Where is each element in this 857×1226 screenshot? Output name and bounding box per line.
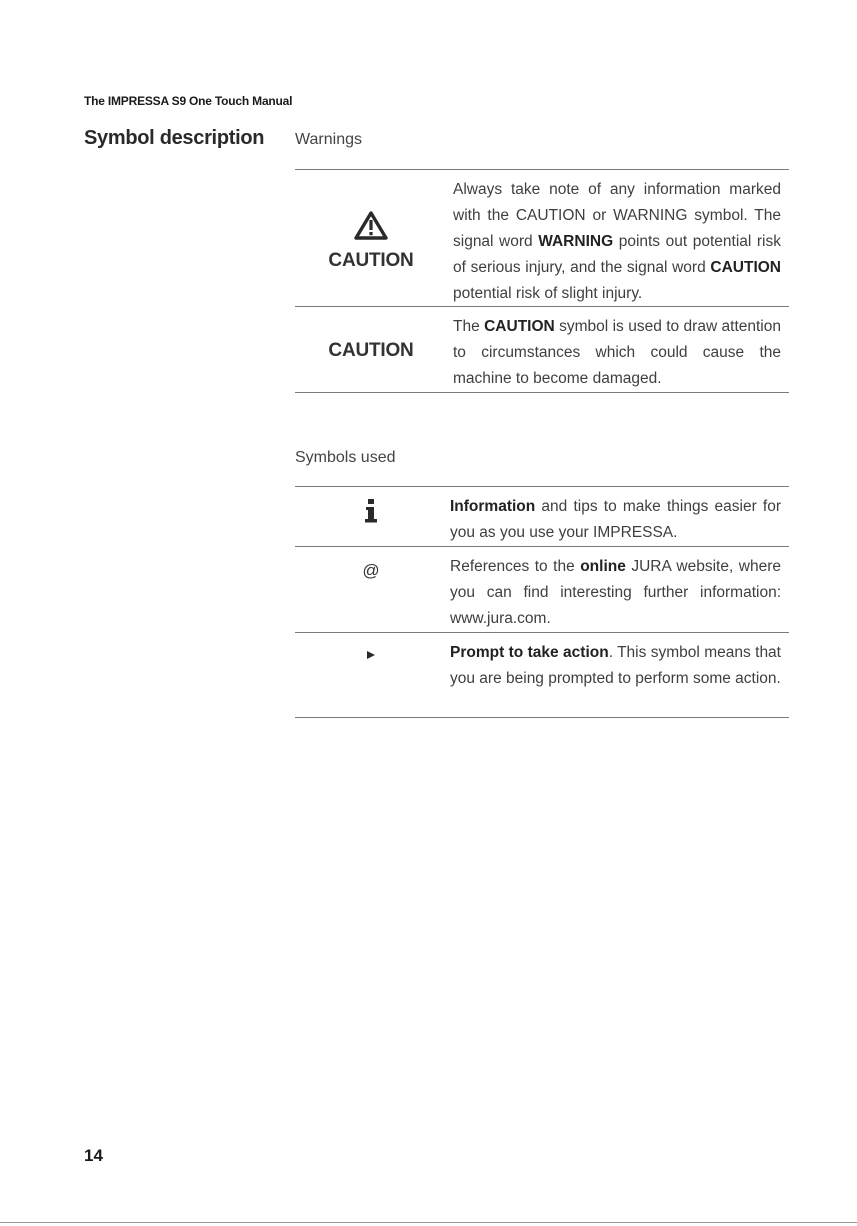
caution-label: CAUTION xyxy=(328,250,414,271)
emphasis-text: Prompt to take action xyxy=(450,644,609,661)
at-sign-icon: @ xyxy=(362,561,380,580)
bottom-rule xyxy=(0,1222,857,1223)
emphasis-text: online xyxy=(580,558,626,575)
body-text: JURA website, where you can find interesting further information: www.jura.com. xyxy=(450,558,781,627)
body-text: potential risk of slight injury. xyxy=(453,285,643,302)
body-text: . This symbol means that you are being prompted to perform some action. xyxy=(450,644,781,687)
warnings-table xyxy=(295,169,789,393)
body-text: References to the xyxy=(450,558,581,575)
row-description xyxy=(447,487,789,546)
section-title: Symbol description xyxy=(84,127,265,149)
row-description xyxy=(447,633,789,717)
warnings-heading: Warnings xyxy=(295,131,362,148)
table-row xyxy=(295,487,789,547)
body-text: and tips to make things easier for you as you use your IMPRESSA. xyxy=(450,498,781,541)
emphasis-text: CAUTION xyxy=(710,259,781,276)
emphasis-text: Information xyxy=(450,498,536,515)
symbols-table xyxy=(295,486,789,718)
page-number: 14 xyxy=(84,1146,103,1165)
body-text: points out potential risk of serious injury, and the signal word xyxy=(453,233,781,276)
table-row xyxy=(295,547,789,633)
body-text: Always take note of any information marked with the CAUTION or WARNING symbol. The signal word xyxy=(453,181,781,250)
table-row xyxy=(295,633,789,718)
emphasis-text: CAUTION xyxy=(484,318,555,335)
row-description xyxy=(447,170,789,306)
body-text: The xyxy=(453,318,485,335)
body-text: symbol is used to draw attention to circumstances which could cause the machine to become damaged. xyxy=(453,318,781,387)
information-icon xyxy=(364,499,378,523)
table-row xyxy=(295,170,789,307)
table-row xyxy=(295,307,789,393)
caution-label: CAUTION xyxy=(328,340,414,361)
symbols-used-heading: Symbols used xyxy=(295,449,396,466)
row-description xyxy=(447,307,789,392)
warning-triangle-icon xyxy=(354,210,388,240)
row-description xyxy=(447,547,789,632)
running-header: The IMPRESSA S9 One Touch Manual xyxy=(84,94,293,108)
emphasis-text: WARNING xyxy=(538,233,614,250)
prompt-arrow-icon xyxy=(366,650,376,660)
